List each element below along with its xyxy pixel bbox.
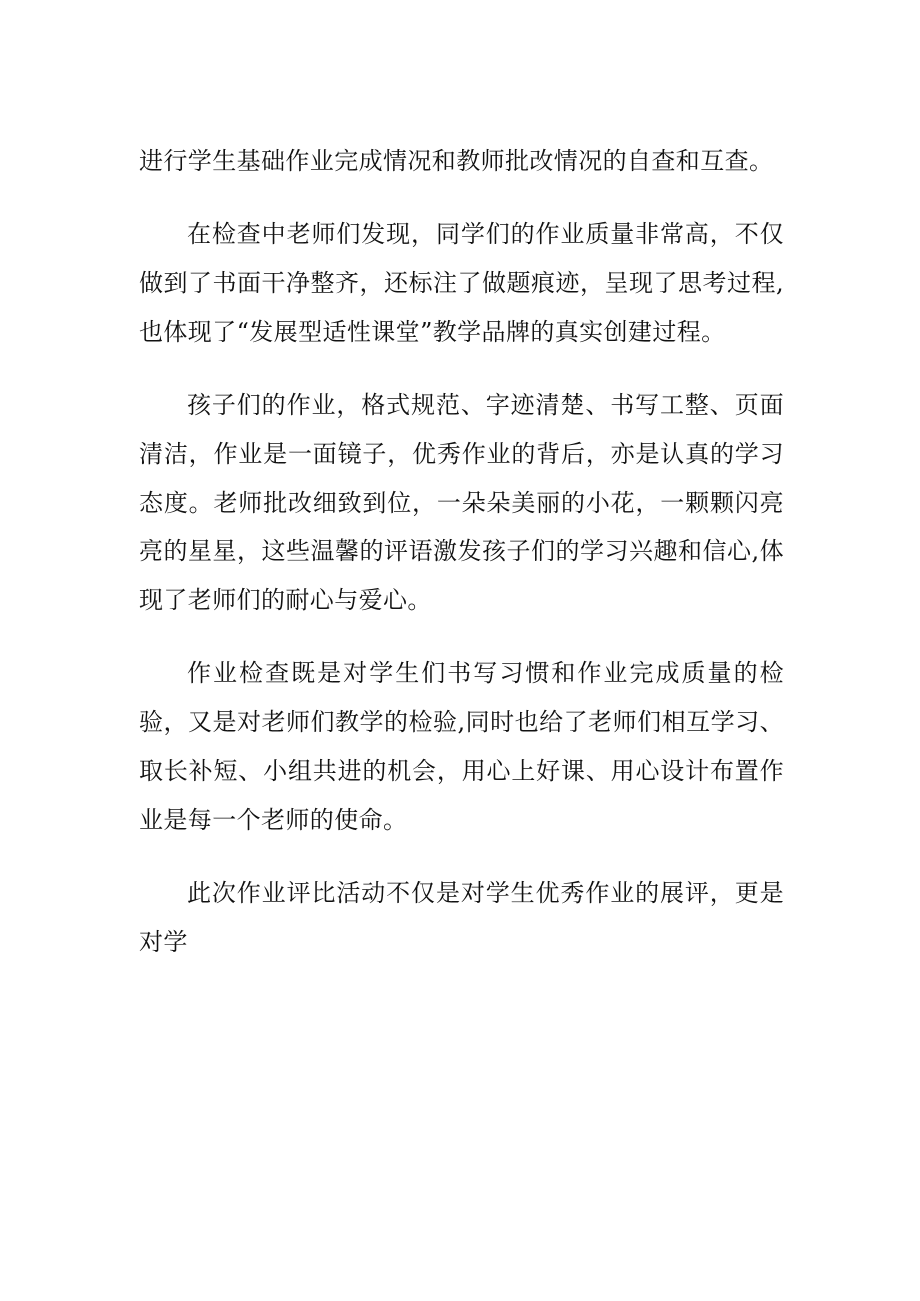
paragraph-4: 作业检查既是对学生们书写习惯和作业完成质量的检验，又是对老师们教学的检验,同时也给了老师们相互学习、取长补短、小组共进的机会，用心上好课、用心设计布置作业是每一个老师的使命。 — [139, 659, 784, 834]
document-body — [139, 137, 784, 991]
paragraph-1: 进行学生基础作业完成情况和教师批改情况的自查和互查。 — [139, 147, 774, 175]
paragraph-3: 孩子们的作业，格式规范、字迹清楚、书写工整、页面清洁，作业是一面镜子，优秀作业的背后，亦是认真的学习态度。老师批改细致到位，一朵朵美丽的小花，一颗颗闪亮亮的星星，这些温馨的评语激发孩子们的学习兴趣和信心,体现了老师们的耐心与爱心。 — [139, 390, 784, 615]
paragraph-5: 此次作业评比活动不仅是对学生优秀作业的展评，更是对学 — [139, 878, 784, 956]
paragraph-2: 在检查中老师们发现，同学们的作业质量非常高，不仅做到了书面干净整齐，还标注了做题痕迹，呈现了思考过程,也体现了“发展型适性课堂”教学品牌的真实创建过程。 — [139, 220, 784, 346]
